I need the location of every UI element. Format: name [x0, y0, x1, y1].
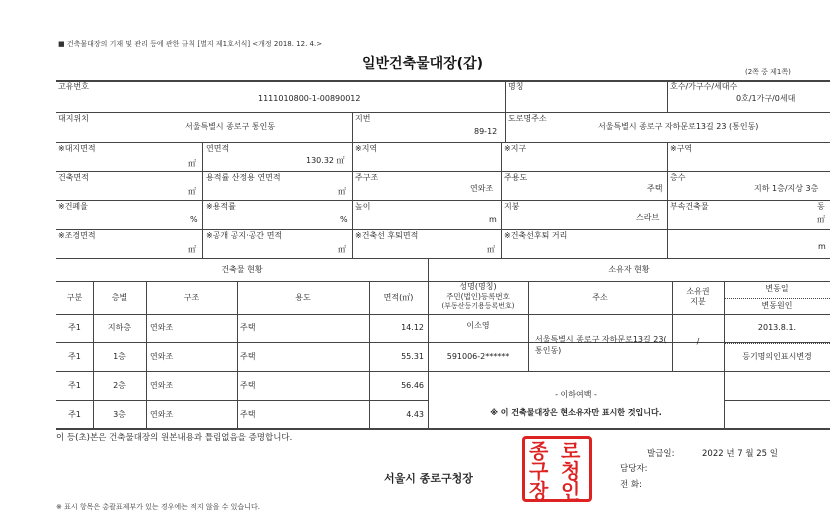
row-area: 4.43: [406, 410, 424, 419]
row-divider: [56, 112, 830, 113]
bcr-unit: %: [190, 215, 198, 224]
col-divider: [352, 112, 353, 142]
height-label: 높이: [355, 202, 371, 211]
main-use-label: 주용도: [504, 173, 528, 182]
row-type: 주1: [68, 323, 81, 332]
end-of-list-note: - 이하여백 -: [555, 390, 597, 399]
col-divider: [146, 281, 147, 428]
document-title: 일반건축물대장(갑): [362, 56, 483, 72]
height-unit: m: [489, 215, 497, 224]
current-owner-note: ※ 이 건축물대장은 현소유자만 표시한 것입니다.: [490, 408, 662, 417]
owner-status-title: 소유자 현황: [608, 265, 650, 274]
total-area-label: 연면적: [206, 144, 230, 153]
col-divider: [505, 112, 506, 142]
row-area: 14.12: [401, 323, 424, 332]
page-indicator: (2쪽 중 제1쪽): [745, 68, 791, 76]
far-label: ※용적률: [206, 202, 236, 211]
floors-label: 층수: [670, 173, 686, 182]
setback-area-label: ※건축선 후퇴면적: [355, 231, 419, 240]
site-label: 대지위치: [58, 114, 89, 123]
zone-label: ※지역: [355, 144, 378, 153]
col-header-structure: 구조: [183, 293, 200, 302]
row-divider: [724, 400, 830, 401]
row-structure: 연와조: [150, 410, 174, 419]
row-structure: 연와조: [150, 323, 174, 332]
row-divider: [56, 229, 830, 230]
row-divider: [56, 171, 830, 172]
row-type: 주1: [68, 352, 81, 361]
roof-label: 지붕: [504, 202, 520, 211]
col-header-area: 면적(㎡): [383, 293, 414, 302]
building-area-unit: ㎡: [188, 187, 196, 196]
section-label: ※구역: [670, 144, 693, 153]
row-area: 55.31: [401, 352, 424, 361]
col-divider: [501, 142, 502, 258]
annex-unit-area: ㎡: [817, 215, 825, 224]
row-type: 주1: [68, 410, 81, 419]
owner-address: 서울특별시 종로구 자하문로13길 23( 통인동): [535, 335, 667, 355]
row-divider: [56, 258, 830, 259]
row-floor: 3층: [113, 410, 126, 419]
row-area: 56.46: [401, 381, 424, 390]
row-divider: [56, 371, 830, 372]
setback-area-unit: ㎡: [487, 245, 495, 254]
annex-label: 부속건축물: [670, 202, 709, 211]
row-divider: [56, 400, 428, 401]
row-floor: 지하층: [107, 323, 132, 332]
unique-no-value: 1111010800-1-00890012: [258, 94, 361, 103]
row-use: 주택: [240, 352, 256, 361]
row-divider: [56, 281, 830, 282]
row-use: 주택: [240, 410, 256, 419]
households-label: 호수/가구수/세대수: [670, 82, 738, 91]
col-header-owner-regno: (부동산등기용등록번호): [441, 302, 515, 310]
certification-text: 이 등(초)본은 건축물대장의 원본내용과 틀림없음을 증명합니다.: [56, 433, 293, 443]
col-divider: [667, 80, 668, 112]
lot-value: 89-12: [474, 127, 498, 136]
col-divider: [352, 142, 353, 258]
building-area-label: 건축면적: [58, 173, 89, 182]
change-date: 2013.8.1.: [757, 323, 797, 332]
col-header-owner-id: 주민(법인)등록번호: [446, 292, 510, 301]
building-name-label: 명칭: [508, 82, 524, 91]
owner-name: 이소영: [466, 321, 490, 330]
official-seal: 종 로 구 청 장 인: [522, 436, 592, 502]
land-area-label: ※대지면적: [58, 144, 96, 153]
col-header-type: 구분: [66, 293, 83, 302]
households-value: 0호/1가구/0세대: [736, 94, 796, 103]
change-reason: 등기명의인표시변경: [742, 352, 812, 361]
issuer-name: 서울시 종로구청장: [384, 472, 473, 485]
col-header-address: 주소: [592, 293, 608, 302]
structure-value: 연와조: [470, 184, 494, 193]
far-area-label: 용적률 산정용 연면적: [206, 173, 281, 182]
col-divider: [667, 142, 668, 229]
row-use: 주택: [240, 381, 256, 390]
row-use: 주택: [240, 323, 256, 332]
col-header-use: 용도: [295, 293, 311, 302]
table-bottom-border: [56, 428, 830, 430]
col-header-share-1: 소유권: [686, 287, 710, 296]
far-unit: %: [340, 215, 348, 224]
total-area-value: 130.32 ㎡: [306, 156, 345, 165]
col-header-floor: 층별: [111, 293, 128, 302]
row-type: 주1: [68, 381, 81, 390]
issue-date-label: 발급일:: [647, 449, 675, 459]
subrow-divider: [724, 343, 830, 344]
row-structure: 연와조: [150, 352, 174, 361]
site-value: 서울특별시 종로구 통인동: [185, 122, 276, 131]
owner-id: 591006-2******: [446, 352, 510, 361]
main-use-value: 주택: [647, 184, 663, 193]
row-structure: 연와조: [150, 381, 174, 390]
col-divider: [237, 281, 238, 428]
col-header-change-date: 변동일: [765, 284, 789, 293]
phone-label: 전 화:: [620, 480, 642, 490]
row-floor: 1층: [113, 352, 126, 361]
far-area-unit: ㎡: [338, 187, 346, 196]
col-divider: [505, 80, 506, 112]
issue-date: 2022 년 7 월 25 일: [702, 449, 778, 459]
structure-label: 주구조: [355, 173, 379, 182]
bcr-label: ※건폐율: [58, 202, 88, 211]
landscape-label: ※조경면적: [58, 231, 96, 240]
setback-distance-unit: m: [818, 242, 826, 251]
bottom-note: ※ 표시 항목은 총괄표제부가 있는 경우에는 적지 않을 수 있습니다.: [56, 503, 260, 511]
setback-distance-label: ※건축선후퇴 거리: [504, 231, 568, 240]
row-floor: 2층: [113, 381, 126, 390]
col-header-share-2: 지분: [690, 297, 706, 306]
lot-label: 지번: [355, 114, 371, 123]
roof-value: 스라브: [636, 213, 660, 222]
road-address-label: 도로명주소: [508, 114, 547, 123]
col-header-change-reason: 변동원인: [761, 301, 793, 310]
unique-no-label: 고유번호: [58, 82, 89, 91]
form-notice: ■ 건축물대장의 기재 및 관리 등에 관한 규칙 [별지 제1호서식] <개정 2018. 12. 4.>: [58, 40, 323, 48]
annex-unit-count: 동: [817, 202, 825, 211]
road-address-value: 서울특별시 종로구 자하문로13길 23 (통인동): [598, 122, 759, 131]
row-divider: [56, 142, 830, 143]
officer-label: 담당자:: [620, 464, 648, 474]
floors-value: 지하 1층/지상 3층: [754, 184, 819, 193]
col-divider: [667, 229, 668, 258]
col-divider: [202, 142, 203, 258]
landscape-unit: ㎡: [188, 245, 196, 254]
row-divider: [56, 314, 830, 315]
floor-status-title: 건축물 현황: [221, 265, 263, 274]
subrow-divider: [724, 298, 830, 299]
col-header-owner-name: 성명(명칭): [459, 282, 497, 291]
row-divider: [56, 200, 830, 201]
open-space-unit: ㎡: [338, 245, 346, 254]
owner-share: /: [696, 337, 700, 346]
land-area-unit: ㎡: [188, 159, 196, 168]
district-label: ※지구: [504, 144, 527, 153]
open-space-label: ※공개 공지·공간 면적: [206, 231, 283, 240]
